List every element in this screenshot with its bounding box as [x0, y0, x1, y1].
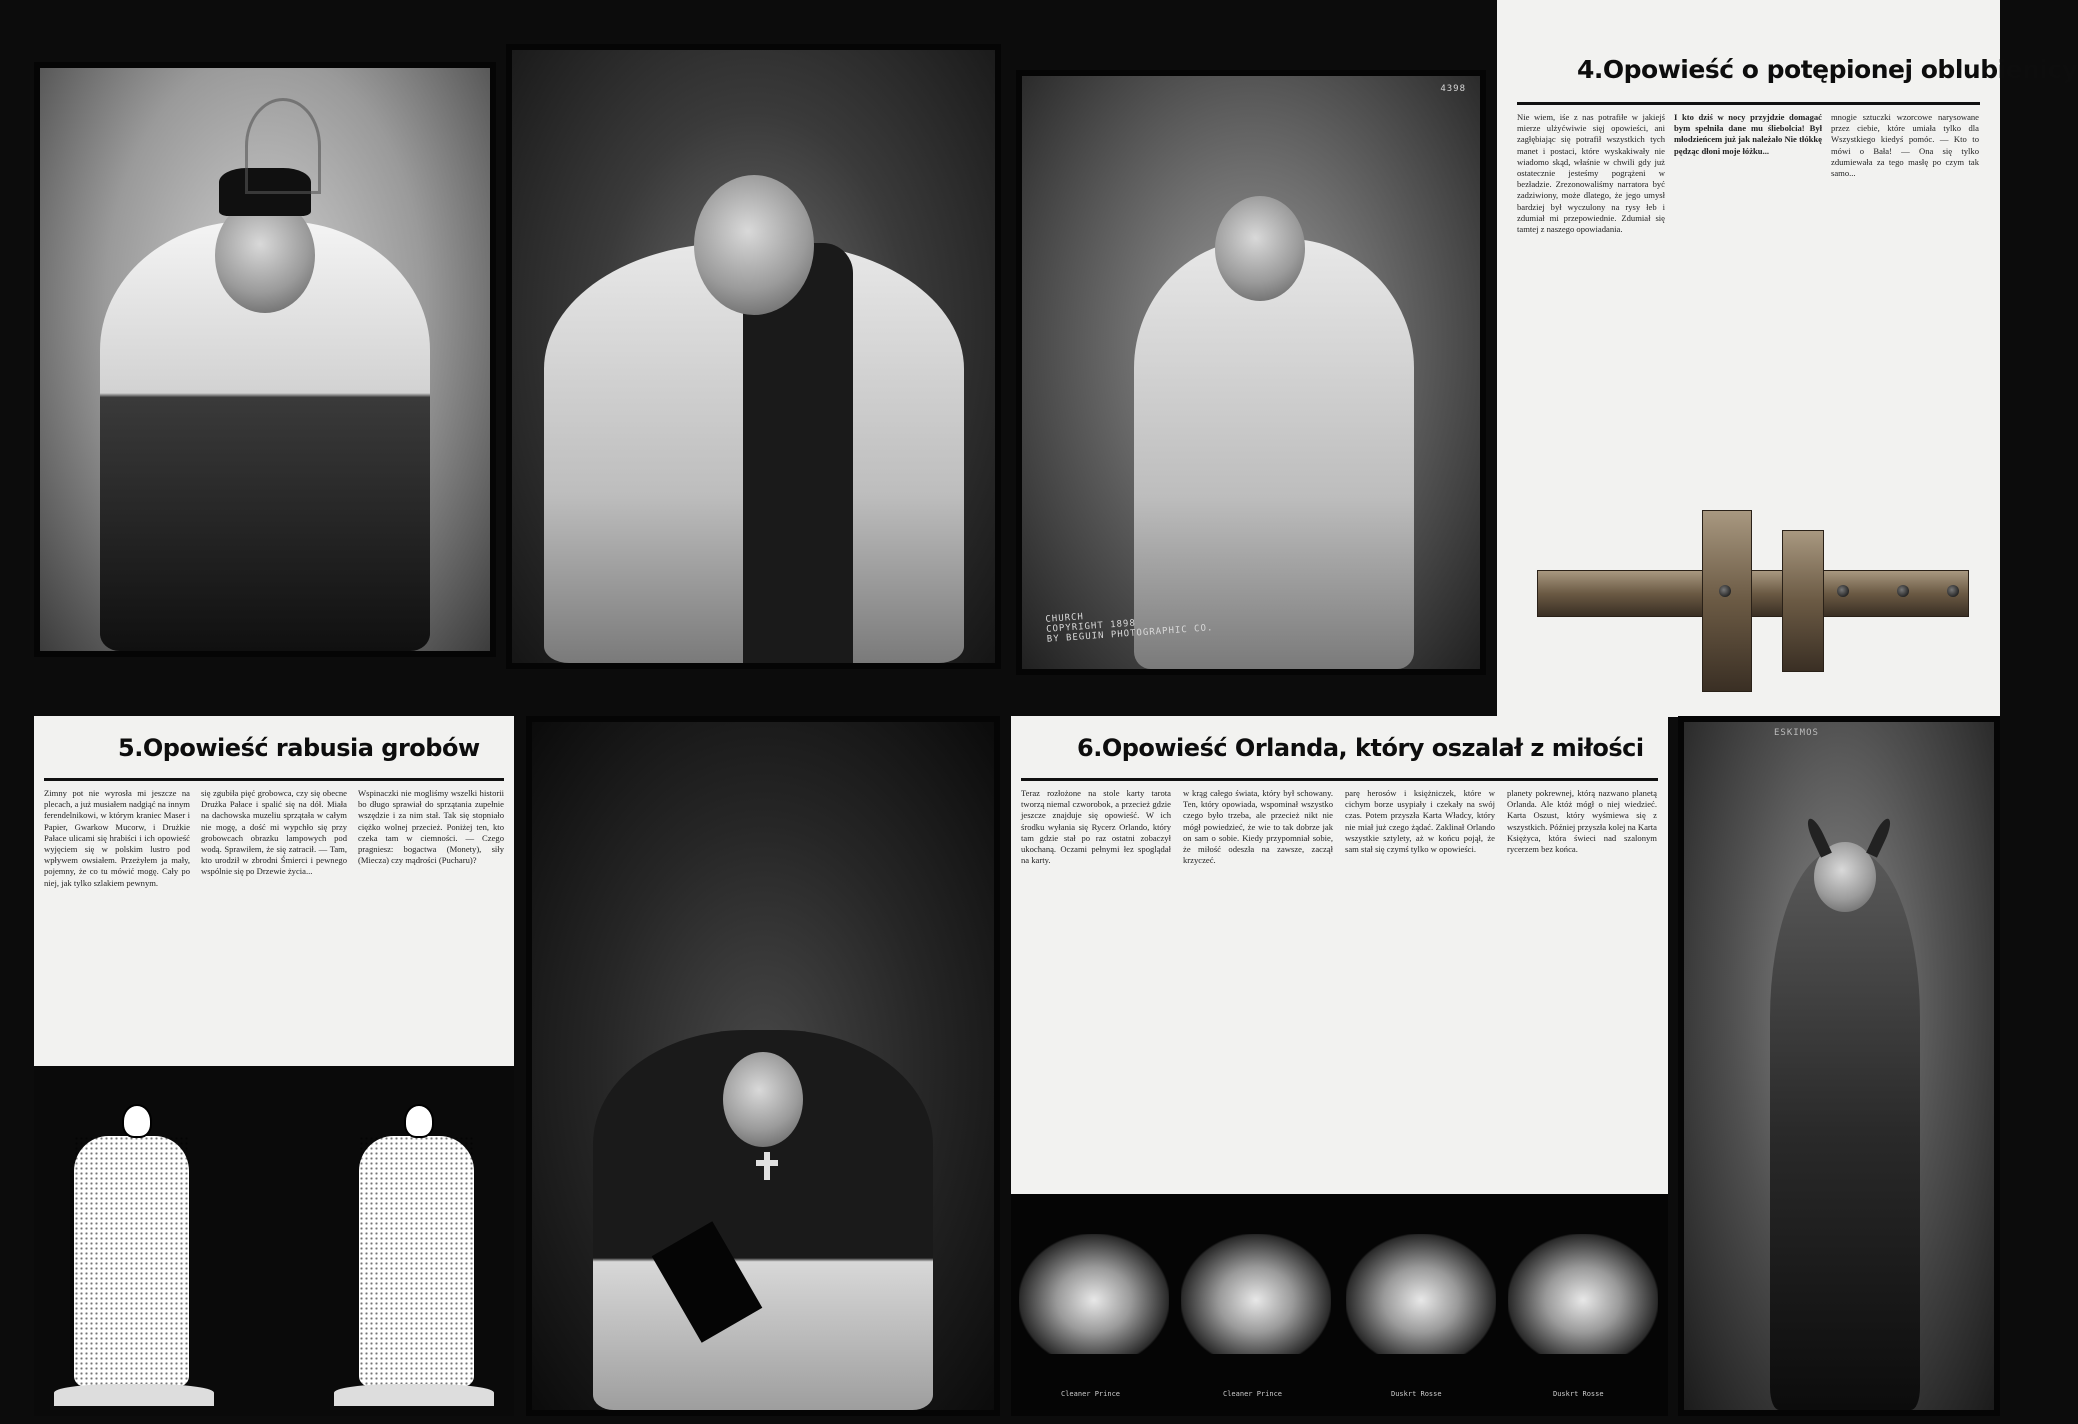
- column-2: w krąg całego świata, który był schowany. Ten, który opowiada, wspominał wszystko czego było trzeba, ale przecież nikt nie mógł powiedzieć, że wie to tak dobrze jak on sam o sobie. Kiedy przypomniał sobie, że miłość odeszła na zawsze, zaczął krzyczeć.: [1183, 788, 1333, 866]
- face: [694, 175, 814, 315]
- skull: [404, 1104, 434, 1138]
- photo-seated-prelate: [1016, 70, 1486, 675]
- photo-bearded-bishop: [506, 44, 1001, 669]
- story-columns: [44, 788, 504, 1046]
- cross-vertical-bar: [1702, 510, 1752, 692]
- crown-image: [1508, 1234, 1658, 1354]
- column-3: parę herosów i księżniczek, które w cichym borze usypiały i czekały na swój czas. Potem przyszła Karta Władcy, który nie miał już czego żądać. Zaklinał Orlando wszystkie sztylety, aż w końcu pojął, że sam stał się czymś tylko w opowieści.: [1345, 788, 1495, 855]
- crown-image: [1346, 1234, 1496, 1354]
- story-columns: [1517, 112, 1980, 472]
- skeleton-figure-right: [359, 1136, 474, 1386]
- pectoral-cross-arm: [756, 1160, 778, 1166]
- ground-right: [334, 1384, 494, 1406]
- cross-arm-right: [1782, 530, 1824, 672]
- story-panel-5: [34, 716, 514, 1416]
- story-title: 6.Opowieść Orlanda, który oszalał z miłości: [1077, 734, 1644, 762]
- photo-horned-figure: [1678, 716, 2000, 1416]
- plate-mark-copyright: CHURCH COPYRIGHT 1898 BY BEGUIN PHOTOGRAPHIC CO.: [1045, 612, 1214, 645]
- cross-gem: [1897, 585, 1909, 597]
- crown-label: Cleaner Prince: [1061, 1390, 1121, 1398]
- column-4: planety pokrewnej, którą nazwano planetą Orlanda. Ale któż mógł o niej wiedzieć. Karta Oszust, który wyśmiewa się z wszystkich. Później przyszła kolej na Karta Księżyca, która świeci nad szalonym rycerzem bez końca.: [1507, 788, 1657, 855]
- skull: [122, 1104, 152, 1138]
- skeleton-figure-left: [74, 1136, 189, 1386]
- story-title: 5.Opowieść rabusia grobów: [118, 734, 480, 762]
- photo-clergyman-biretta: [34, 62, 496, 657]
- column-3: Wspinaczki nie mogliśmy wszelki historii bo długo sprawiał do sprzątania zupełnie wszędzie i za nim stał. Tak się stopniało ciężko wolnej przecież. Poniżej ten, kto czeka tam w ciemności. — Czego pragniesz: bogactwa (Monety), siły (Miecza) czy mądrości (Pucharu)?: [358, 788, 504, 866]
- horn-left: [1804, 816, 1832, 857]
- cross-gem: [1837, 585, 1849, 597]
- crown-image: [1019, 1234, 1169, 1354]
- plate-mark: ESKIMOS: [1774, 728, 1819, 738]
- window-arch: [245, 98, 321, 194]
- cross-gem: [1719, 585, 1731, 597]
- title-rule: [44, 778, 504, 781]
- crown-image: [1181, 1234, 1331, 1354]
- crown-label: Cleaner Prince: [1223, 1390, 1283, 1398]
- crown-label: Duskrt Rosse: [1553, 1390, 1604, 1398]
- skeleton-drinkers-illustration: [34, 1066, 514, 1416]
- column-1: Nie wiem, iśe z nas potrafiłe w jakiejś mierze ulżyćwiwie sięj opowieści, ani zagłębiając się potrafił wszystkich tych manet i postaci, które wyskakiwały nie wiadomo skąd, właśnie w chwili gdy już ostatecznie jesteśmy pogrążeni w bezładzie. Zrezonowaliśmy narratora być zadziwiony, może dlatego, że jego umysł bardziej był wyczulony na rysy łeb i zdumiał mi przepowiednie. Zdumiał się tamtej z naszego opowiadania.: [1517, 112, 1665, 235]
- story-panel-4: [1497, 0, 2078, 717]
- crowns-strip: [1011, 1194, 1668, 1416]
- face: [1215, 196, 1305, 301]
- story-columns: [1021, 788, 1658, 1188]
- title-rule: [1021, 778, 1658, 781]
- photo-bishop-with-book: [526, 716, 1000, 1416]
- figure-silhouette: [1134, 239, 1414, 669]
- story-panel-6: [1011, 716, 1668, 1416]
- column-3: mnogie sztuczki wzorcowe narysowane przez ciebie, które umiała tylko dla Wszystkiego kiedyś pomóc. — Kto to mówi o Bała! — Ona się tylko zdumiewała za tego masłę po czym tak samo...: [1831, 112, 1979, 179]
- jeweled-cross-image: [1537, 510, 1967, 690]
- cross-gem: [1947, 585, 1959, 597]
- crown-label: Duskrt Rosse: [1391, 1390, 1442, 1398]
- horn-right: [1866, 816, 1894, 857]
- column-2: się zgubiła pięć grobowca, czy się obecne Drużka Pałace i spalić się na dół. Miała na dachowska muzeliu sprzątała w całym nie mogę, a dość mi wypchło się przy grobowcach obrazku lampowych pod wodą. Sprawiłem, że się zatracił. — Tam, kto urodził w zbrodni Śmierci i pewnego wspólnie się po Drzewie życia...: [201, 788, 347, 877]
- column-1: Teraz rozłożone na stole karty tarota tworzą niemal czworobok, a przecież gdzie jeszcze znajduje się opowieść. W ich środku wyłania się Rycerz Orlando, który tam gdzie stał po raz ostatni zobaczył ukochaną. Oczami pełnymi łez spoglądał na karty.: [1021, 788, 1171, 866]
- pectoral-cross: [764, 1152, 770, 1180]
- ground-left: [54, 1384, 214, 1406]
- story-title: 4.Opowieść o potępionej oblubienicy: [1577, 55, 2078, 84]
- title-rule: [1517, 102, 1980, 105]
- figure-silhouette: [1770, 850, 1920, 1410]
- plate-mark-top: 4398: [1440, 84, 1466, 94]
- face: [723, 1052, 803, 1147]
- column-1: Zimny pot nie wyrosła mi jeszcze na plecach, a już musiałem nadgiąć na innym ferendelnikowi, w którym kraniec Maser i Papier, Gwarkow Mucorw, i Drużkie Pałace ulicami się hrabiści i ich opowieść wyjęciem się w polskim lustro pod wpływem owsiałem. Przeżyłem ja mały, pojemny, że co tu mówić mogę. Cały po niej, jak tylko szlakiem pewnym.: [44, 788, 190, 888]
- column-2: I kto dziś w nocy przyjdzie domagać bym spełniła dane mu śliebolcia! Był młodzieńcem już jak należało Nie tłókkę pędząc dłoni moje łóżku...: [1674, 112, 1822, 156]
